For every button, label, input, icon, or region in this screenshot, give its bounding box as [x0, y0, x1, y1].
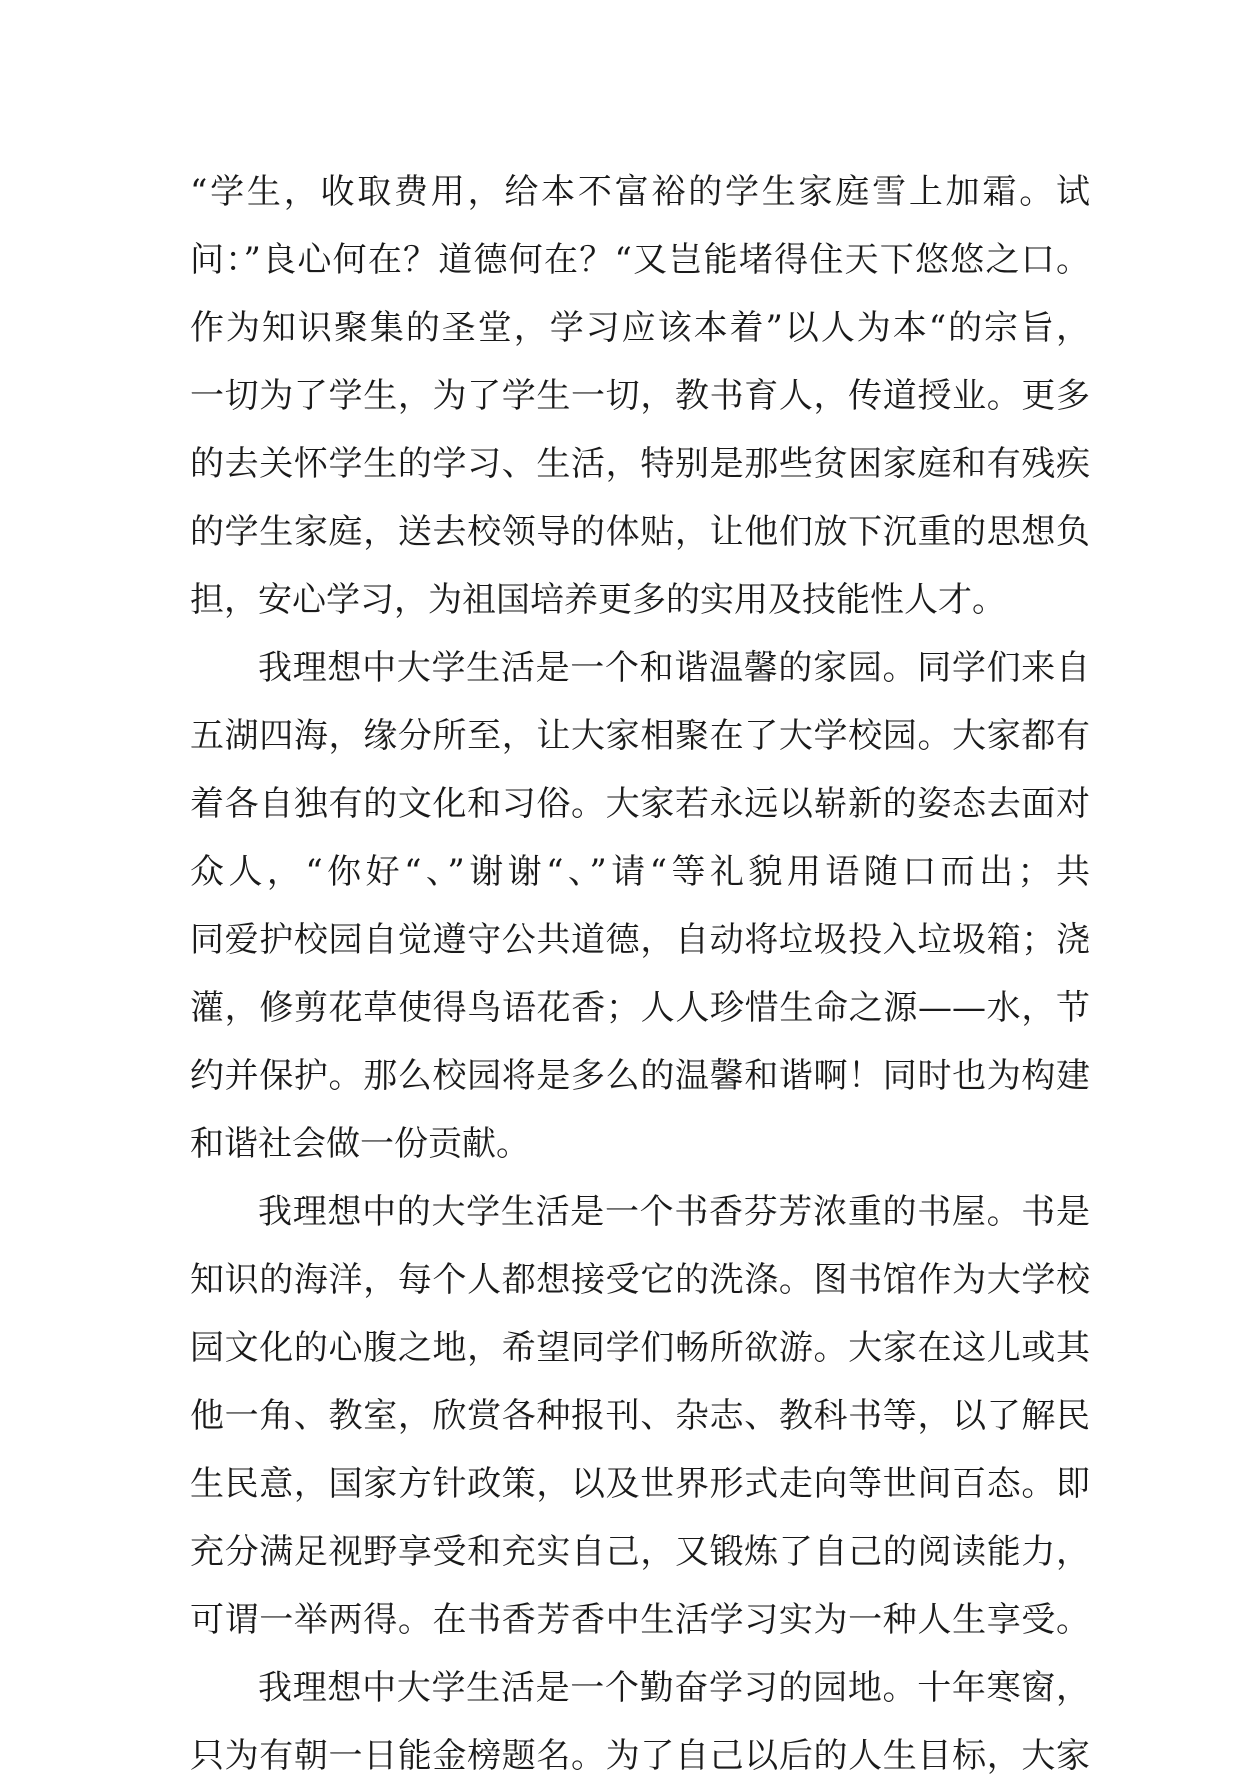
document-body — [190, 158, 1090, 1790]
text-line: 生民意，国家方针政策，以及世界形式走向等世间百态。即 — [190, 1464, 1090, 1504]
text-line: 作为知识聚集的圣堂，学习应该本着”以人为本“的宗旨， — [190, 308, 1090, 348]
text-line: 着各自独有的文化和习俗。大家若永远以崭新的姿态去面对 — [190, 784, 1090, 824]
text-line: 和谐社会做一份贡献。 — [190, 1124, 530, 1164]
text-line: 的去关怀学生的学习、生活，特别是那些贫困家庭和有残疾 — [190, 444, 1090, 484]
text-line: 知识的海洋，每个人都想接受它的洗涤。图书馆作为大学校 — [190, 1260, 1090, 1300]
text-line: 园文化的心腹之地，希望同学们畅所欲游。大家在这儿或其 — [190, 1328, 1090, 1368]
text-line: 众人，“你好“、”谢谢“、”请“等礼貌用语随口而出；共 — [190, 852, 1090, 892]
text-line: 他一角、教室，欣赏各种报刊、杂志、教科书等，以了解民 — [190, 1396, 1090, 1436]
text-line: 同爱护校园自觉遵守公共道德，自动将垃圾投入垃圾箱；浇 — [190, 920, 1090, 960]
text-line: 五湖四海，缘分所至，让大家相聚在了大学校园。大家都有 — [190, 716, 1090, 756]
text-line: 我理想中的大学生活是一个书香芬芳浓重的书屋。书是 — [258, 1192, 1090, 1232]
text-line: 一切为了学生，为了学生一切，教书育人，传道授业。更多 — [190, 376, 1090, 416]
text-line: 问：”良心何在？道德何在？“又岂能堵得住天下悠悠之口。 — [190, 240, 1090, 280]
text-line: 的学生家庭，送去校领导的体贴，让他们放下沉重的思想负 — [190, 512, 1090, 552]
text-line: 灌，修剪花草使得鸟语花香；人人珍惜生命之源——水，节 — [190, 988, 1090, 1028]
text-line: 担，安心学习，为祖国培养更多的实用及技能性人才。 — [190, 580, 1006, 620]
text-line: 我理想中大学生活是一个勤奋学习的园地。十年寒窗， — [258, 1668, 1090, 1708]
text-line: 充分满足视野享受和充实自己，又锻炼了自己的阅读能力， — [190, 1532, 1090, 1572]
text-line: “学生，收取费用，给本不富裕的学生家庭雪上加霜。试 — [190, 172, 1090, 212]
text-line: 我理想中大学生活是一个和谐温馨的家园。同学们来自 — [258, 648, 1090, 688]
text-line: 可谓一举两得。在书香芳香中生活学习实为一种人生享受。 — [190, 1600, 1090, 1640]
text-line: 只为有朝一日能金榜题名。为了自己以后的人生目标，大家 — [190, 1736, 1090, 1776]
text-line: 约并保护。那么校园将是多么的温馨和谐啊！同时也为构建 — [190, 1056, 1090, 1096]
